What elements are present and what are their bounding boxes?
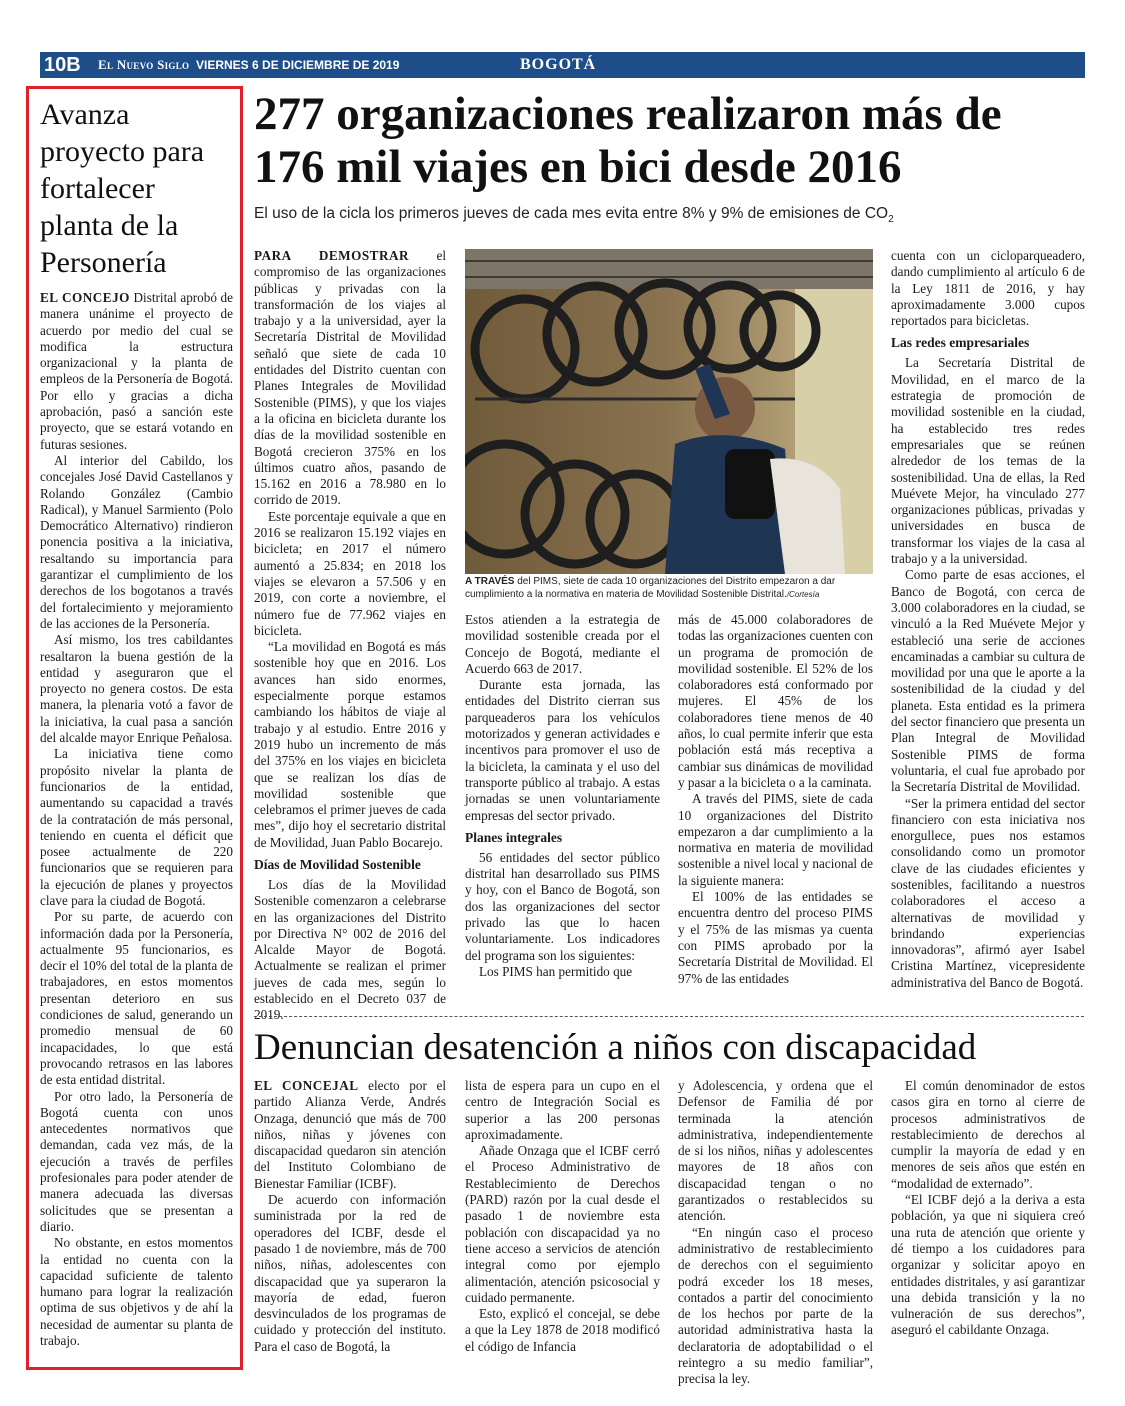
sidebar-body xyxy=(40,290,233,1349)
sidebar-paragraph: La iniciativa tiene como propósito nivelar la planta de funcionarios de la entidad, aumentando su capacidad a través de la contratación de más personal, teniendo en cuenta el déficit que posee actualmente de 220 funcionarios que se requieren para la ejecución de planes y proyectos clave para la ciudad de Bogotá. xyxy=(40,746,233,908)
second-lead: EL CONCEJAL xyxy=(254,1078,359,1093)
photo-credit: /Cortesía xyxy=(786,589,820,599)
section-name: BOGOTÁ xyxy=(520,56,597,73)
sidebar-paragraph: EL CONCEJO Distrital aprobó de manera unánime el proyecto de acuerdo por medio del cual se modifica la estructura organizacional y la planta de empleos de la Personería de Bogotá. Por ello y gracias a dicha aprobación, pasó a sanción este proyecto, que se estará votando en futuras sesiones. xyxy=(40,290,233,452)
sidebar-paragraph: Por su parte, de acuerdo con información dada por la Personería, actualmente 95 funcionarios, es decir el 10% del total de la planta de trabajadores, en estos momentos presentan deterioro en sus condiciones de salud, generando un promedio mensual de 60 incapacidades, lo que está provocando retrasos en las labores de esta entidad distrital. xyxy=(40,909,233,1088)
second-column-1: EL CONCEJAL electo por el partido Alianza Verde, Andrés Onzaga, denunció que más de 700 niños, niñas y jóvenes con discapacidad quedaron sin atención del Instituto Colombiano de Bienestar Familiar (ICBF). De acuerdo con información suministrada por la red de operadores del ICBF, desde el pasado 1 de noviembre, más de 700 niños, niñas, adolescentes con discapacidad que ya superaron la mayoría de edad, fueron desvinculados de los programas de cuidado y protección del instituto. Para el caso de Bogotá, la xyxy=(254,1078,446,1354)
photo-caption: A TRAVÉS del PIMS, siete de cada 10 organizaciones del Distrito empezaron a dar cumplimiento a la normativa en materia de Movilidad Sostenible Distrital./Cortesía xyxy=(465,576,836,600)
second-headline: Denuncian desatención a niños con discapacidad xyxy=(254,1027,977,1068)
second-column-2: lista de espera para un cupo en el centro de Integración Social es superior a las 200 personas aproximadamente. Añade Onzaga que el ICBF cerró el Proceso Administrativo de Restablecimiento de Derechos (PARD) razón por la cual desde el pasado 1 de noviembre esta población con discapacidad ya no tiene acceso a servicios de atención integral como por ejemplo alimentación, atención psicosocial y cuidado permanente. Esto, explicó el concejal, se debe a que la Ley 1878 de 2018 modificó el código de Infancia xyxy=(465,1078,660,1354)
main-column-1: PARA DEMOSTRAR el compromiso de las organizaciones públicas y privadas con la transformación de los viajes al trabajo y a la universidad, ayer la Secretaría Distrital de Movilidad señaló que siete de cada 10 entidades del Distrito cuentan con Planes Integrales de Movilidad Sostenible (PIMS), y que los viajes a la oficina en bicicleta durante los días de la movilidad sostenible en Bogotá crecieron 375% en los últimos cuatro años, pasando de 15.162 en 2016 a 78.980 en lo corrido de 2019. Este porcentaje equivale a que en 2016 se realizaron 15.192 viajes en bicicleta; en 2017 el número aumentó a 25.834; en 2018 los viajes se elevaron a 57.506 y en 2019, con corte a noviembre, el número fue de 77.962 viajes en bicicleta. “La movilidad en Bogotá es más sostenible hoy que en 2016. Los avances han sido enormes, especialmente porque estamos cambiando los hábitos de viaje al trabajo y al estudio. Entre 2016 y 2019 hubo un incremento de más del 375% en los viajes en bicicleta que se realizan los días de movilidad sostenible que celebramos el primer jueves de cada mes”, dijo hoy el secretario distrital de Movilidad, Juan Pablo Bocarejo. Días de Movilidad Sostenible Los días de la Movilidad Sostenible comenzaron a celebrarse en las organizaciones del Distrito por Directiva N° 002 de 2016 del Alcalde Mayor de Bogotá. Actualmente se realizan el primer jueves de cada mes, según lo establecido en el Decreto 037 de 2019. xyxy=(254,248,446,1023)
issue-date: VIERNES 6 DE DICIEMBRE DE 2019 xyxy=(196,58,400,72)
subhead-planes: Planes integrales xyxy=(465,829,563,845)
main-headline: 277 organizaciones realizaron más de 176 mil viajes en bici desde 2016 xyxy=(254,88,1002,193)
page-number: 10B xyxy=(44,54,81,76)
sidebar-paragraph: Al interior del Cabildo, los concejales José David Castellanos y Rolando González (Cambio Radical), y Manuel Sarmiento (Polo Democrático Alternativo) rindieron ponencia positiva a la iniciativa, resaltando su importancia para garantizar el cumplimiento de los derechos de los bogotanos a través del fortalecimiento y mejoramiento de las acciones de la Personería. xyxy=(40,452,233,631)
bicycle-parking-photo xyxy=(465,249,873,574)
sidebar-paragraph: No obstante, en estos momentos la entidad no cuenta con la capacidad suficiente de talento humano para lograr la realización optima de sus objetivos y de ahí la necesidad de aumentar su planta de trabajo. xyxy=(40,1235,233,1348)
main-column-4: cuenta con un cicloparqueadero, dando cumplimiento al artículo 6 de la Ley 1811 de 2016, y hay aproximadamente 3.000 cupos reportados para bicicletas. Las redes empresariales La Secretaría Distrital de Movilidad, en el marco de la estrategia de promoción de movilidad sostenible en la ciudad, ha establecido tres redes empresariales que se reúnen alrededor de los temas de la sostenibilidad. Una de ellas, la Red Muévete Mejor, ha vinculado 277 organizaciones públicas, privadas y universidades en busca de transformar los viajes de la casa al trabajo y a la universidad. Como parte de esas acciones, el Banco de Bogotá, con cerca de 3.000 colaboradores en la ciudad, se vinculó a la Red Muévete Mejor y estableció una serie de acciones encaminadas a cambiar su cultura de movilidad por una que le aporte a la sostenibilidad de la ciudad y del planeta. Esta entidad es la primera del sector financiero que presenta un Plan Integral de Movilidad Sostenible PIMS de forma voluntaria, el cual fue aprobado por la Secretaría Distrital de Movilidad. “Ser la primera entidad del sector financiero con esta iniciativa nos enorgullece, pues nos estamos consolidando como un promotor clave de las ciudades eficientes y sostenibles, facilitando a nuestros colaboradores el acceso a alternativas de movilidad y brindando experiencias innovadoras”, afirmó ayer Isabel Cristina Martínez, vicepresidente administrativa del Banco de Bogotá. xyxy=(891,248,1085,990)
main-column-3: más de 45.000 colaboradores de todas las organizaciones cuenten con un programa de promoción de movilidad sostenible. El 52% de los colaboradores está conformado por mujeres. El 45% de los colaboradores tiene menos de 40 años, lo cual permite inferir que esta población está más receptiva a cambiar sus dinámicas de movilidad y pasar a la bicicleta o a la caminata. A través del PIMS, siete de cada 10 organizaciones del Distrito empezaron a dar cumplimiento a la normativa en materia de movilidad sostenible a nivel local y nacional de la siguiente manera: El 100% de las entidades se encuentra dentro del proceso PIMS y el 75% de las mismas ya cuenta con PIMS aprobado por la Secretaría Distrital de Movilidad. El 97% de las entidades xyxy=(678,612,873,986)
second-column-4: El común denominador de estos casos gira en torno al cierre de procesos administrativos de restablecimiento de derechos al cumplir la mayoría de edad y en menores de seis años que estén en “modalidad de externado”. “El ICBF dejó a la deriva a esta población, ya que ni siquiera creó una ruta de atención que oriente y dé tiempo a los cuidadores para organizar y solicitar apoyo en entidades distritales, y así garantizar una debida transición y la no vulneración de sus derechos”, aseguró el cabildante Onzaga. xyxy=(891,1078,1085,1338)
main-subtitle: El uso de la cicla los primeros jueves de cada mes evita entre 8% y 9% de emisiones de $CO_2$ xyxy=(254,205,894,226)
sidebar-paragraph: Así mismo, los tres cabildantes resaltaron la buena gestión de la entidad y aseguraron que el proyecto no genera costos. De esta manera, la plenaria votó a favor de la iniciativa, la cual pasa a sanción del alcalde mayor Enrique Peñalosa. xyxy=(40,632,233,746)
article-divider xyxy=(254,1016,1084,1017)
sidebar-paragraph: Por otro lado, la Personería de Bogotá cuenta con unos antecedentes normativos que demandan, cada vez más, de la ejecución a través de perfiles profesionales para poder atender de manera adecuada las diversas solicitudes que se presentan a diario. xyxy=(40,1088,233,1234)
main-lead: PARA DEMOSTRAR xyxy=(254,248,410,263)
sidebar-lead: EL CONCEJO xyxy=(40,290,130,305)
newspaper-name: El Nuevo Siglo xyxy=(98,57,190,72)
subhead-redes: Las redes empresariales xyxy=(891,335,1030,351)
sidebar-headline: Avanza proyecto para fortalecer planta de la Personería xyxy=(40,98,205,279)
second-column-3: y Adolescencia, y ordena que el Defensor de Familia dé por terminada la atención administrativa, independientemente de si los niños, niñas y adolescentes mayores de 18 años con discapacidad tengan o no garantizados o restablecidos su atención. “En ningún caso el proceso administrativo de restablecimiento de derechos con el seguimiento podrá exceder los 18 meses, contados a partir del conocimiento de los hechos por parte de la autoridad administrativa hasta la declaratoria de adoptabilidad o el reintegro a su medio familiar”, precisa la ley. xyxy=(678,1078,873,1387)
main-column-2: Estos atienden a la estrategia de movilidad sostenible creada por el Concejo de Bogotá, mediante el Acuerdo 663 de 2017. Durante esta jornada, las entidades del Distrito cierran sus parqueaderos para los vehículos motorizados y generan actividades e incentivos para promover el uso de la bicicleta, la caminata y el uso del transporte público al trabajo. A estas jornadas se unen voluntariamente empresas del sector privado. Planes integrales 56 entidades del sector público distrital han desarrollado sus PIMS y hoy, con el Banco de Bogotá, son dos las organizaciones del sector privado las que lo hacen voluntariamente. Los indicadores del programa son los siguientes: Los PIMS han permitido que xyxy=(465,612,660,979)
subhead-movilidad: Días de Movilidad Sostenible xyxy=(254,856,421,872)
